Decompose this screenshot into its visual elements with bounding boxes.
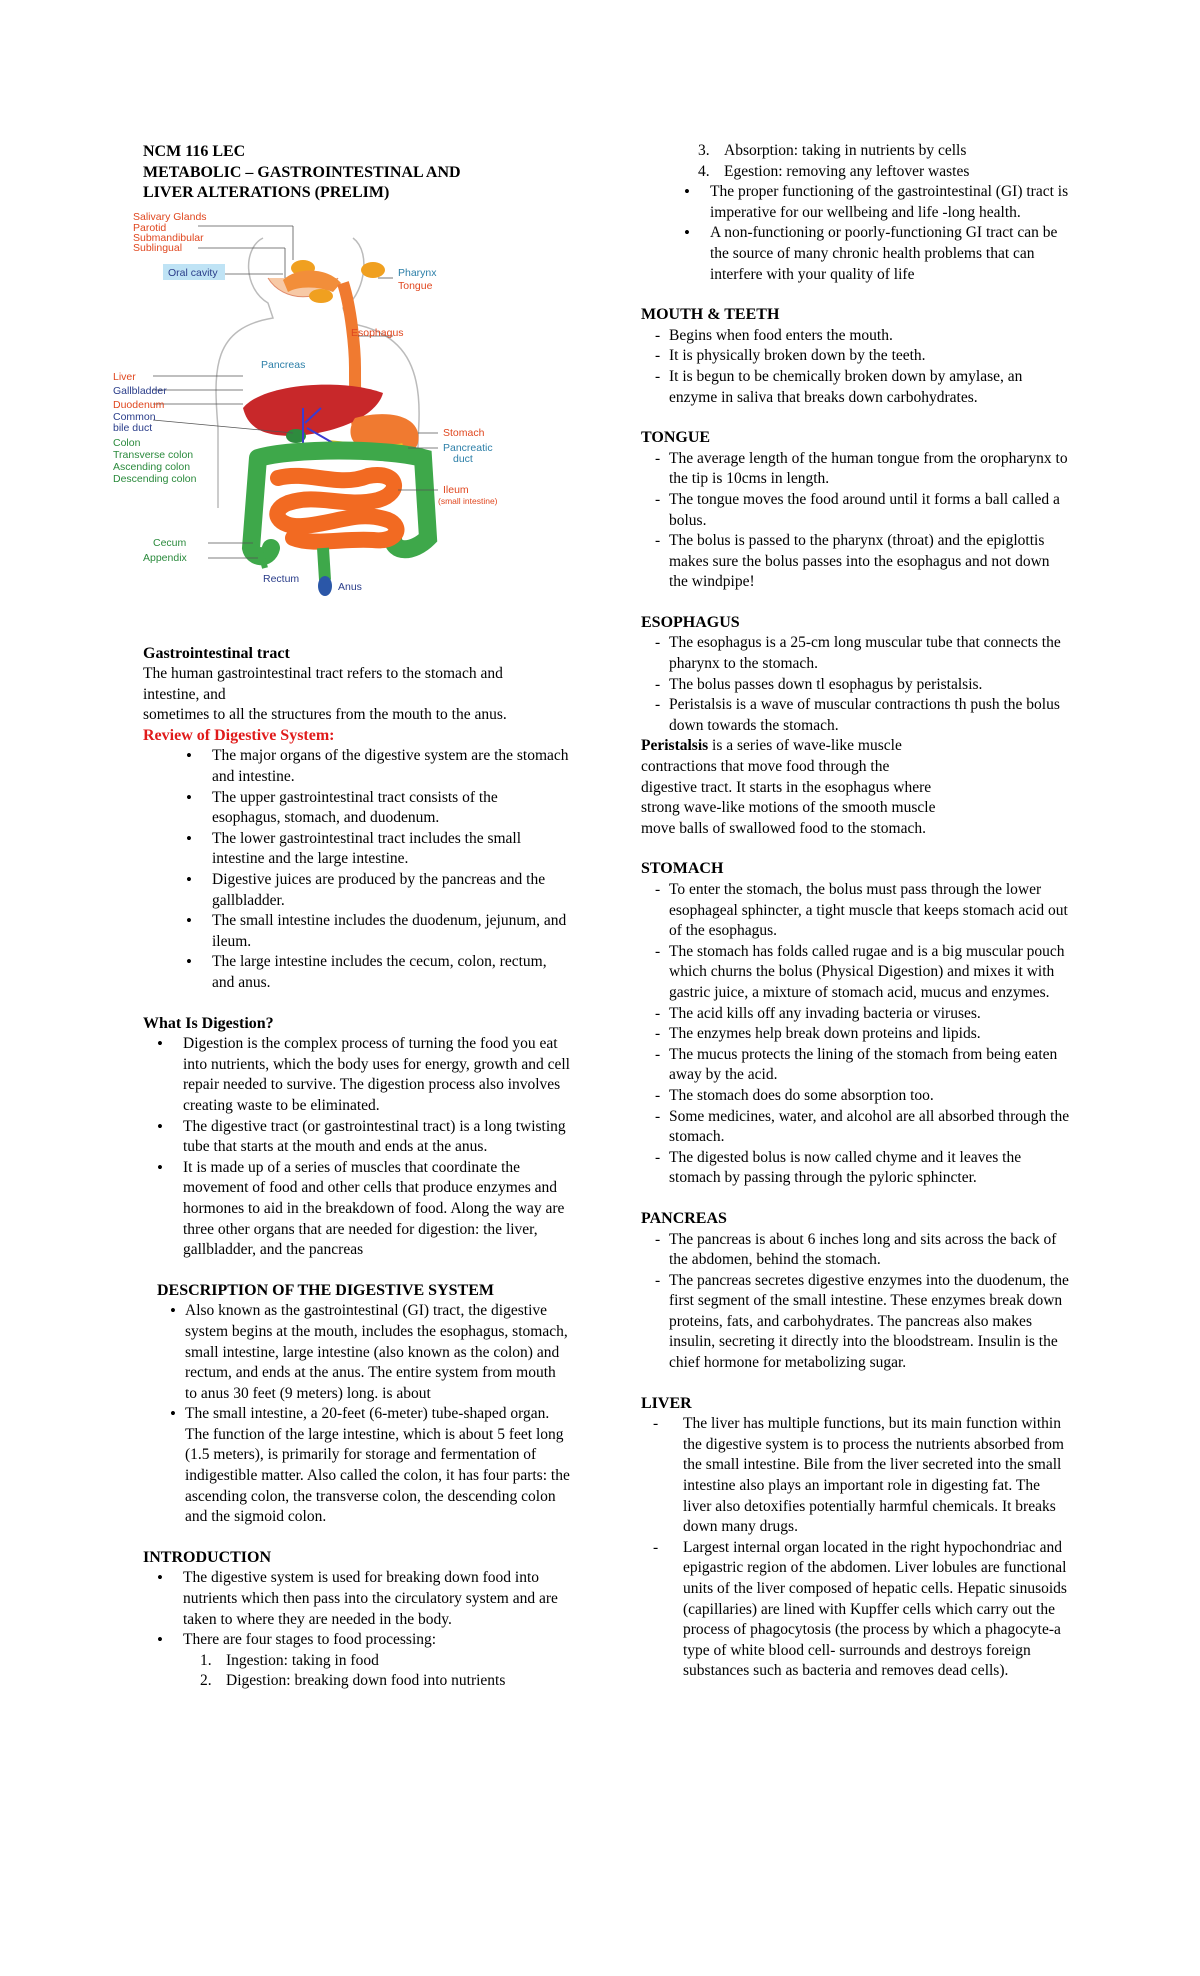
review-heading: Review of Digestive System: xyxy=(143,726,335,744)
list-item: • Also known as the gastrointestinal (GI) tract, the digestive system begins at the mouth, includes the esophagus, stomach, small intestine, large intestine (also known as the colon) and rectum, and ends at the anus. The entire system from mouth to anus 30 feet (9 meters) long. is about xyxy=(185,1301,570,1404)
review-list xyxy=(143,746,570,993)
label-tongue: Tongue xyxy=(398,279,433,292)
label-salivary-glands: Salivary Glands xyxy=(133,210,207,223)
label-submandibular: Submandibular xyxy=(133,231,204,244)
stages-list-part2 xyxy=(641,141,1071,182)
gi-importance-list xyxy=(641,182,1071,285)
label-common-bile-duct-1: Common xyxy=(113,410,156,423)
list-item: - The enzymes help break down proteins and lipids. xyxy=(669,1024,1071,1045)
stages-list-part1 xyxy=(143,1651,570,1692)
list-item: • The upper gastrointestinal tract consists of the esophagus, stomach, and duodenum. xyxy=(212,788,570,829)
list-item: • The major organs of the digestive system are the stomach and intestine. xyxy=(212,746,570,787)
gi-tract-heading: Gastrointestinal tract xyxy=(143,644,290,662)
label-esophagus: Esophagus xyxy=(351,326,404,339)
list-item: • Digestive juices are produced by the pancreas and the gallbladder. xyxy=(212,870,570,911)
list-item: • It is made up of a series of muscles that coordinate the movement of food and other cells that produce enzymes and hormones to aid in the breakdown of food. Along the way are three other organs that are needed for digestion: the liver, gallbladder, and the pancreas xyxy=(183,1158,570,1261)
peristalsis-definition: Peristalsis is a series of wave-like muscle contractions that move food through the digestive tract. It starts in the esophagus where strong wave-like motions of the smooth muscle move balls of swallowed food to the stomach. xyxy=(641,737,936,837)
list-item: - The pancreas secretes digestive enzymes into the duodenum, the first segment of the small intestine. These enzymes break down proteins, fats, and carbohydrates. The pancreas also makes insulin, secreting it directly into the bloodstream. Insulin is the chief hormone for metabolizing sugar. xyxy=(669,1271,1071,1374)
right-column xyxy=(641,141,1071,1682)
label-descending-colon: Descending colon xyxy=(113,472,197,485)
list-item: 3. Absorption: taking in nutrients by cells xyxy=(698,142,967,159)
label-liver: Liver xyxy=(113,370,136,383)
label-pancreatic-duct-2: duct xyxy=(453,452,473,465)
list-item: - The liver has multiple functions, but its main function within the digestive system is to process the nutrients absorbed from the small intestine. Bile from the liver secreted into the small intestine also plays an important role in digesting fat. The liver also detoxifies potentially harmful chemicals. It breaks down many drugs. xyxy=(683,1414,1071,1538)
label-rectum: Rectum xyxy=(263,572,300,585)
list-item: - Largest internal organ located in the right hypochondriac and epigastric region of the abdomen. Liver lobules are functional units of the liver composed of hepatic cells. Hepatic sinusoids (capillaries) are lined with Kupffer cells which carry out the process of phagocytosis (the process by which a phagocyte-a type of white blood cell- surrounds and destroys foreign substances such as bacteria and removes dead cells). xyxy=(683,1538,1071,1682)
digestive-system-diagram xyxy=(113,208,563,618)
list-item: 2. Digestion: breaking down food into nutrients xyxy=(200,1672,506,1690)
list-item: • The large intestine includes the cecum, colon, rectum, and anus. xyxy=(212,952,570,993)
tongue-list xyxy=(641,449,1071,593)
liver-heading: LIVER xyxy=(641,1394,692,1412)
gi-tract-text-2: intestine, and xyxy=(143,685,226,703)
list-item: - The mucus protects the lining of the stomach from being eaten away by the acid. xyxy=(669,1045,1071,1086)
list-item: • A non-functioning or poorly-functioning GI tract can be the source of many chronic health problems that can interfere with your quality of life xyxy=(710,223,1071,285)
list-item: 1. Ingestion: taking in food xyxy=(200,1651,379,1669)
list-item: - The stomach has folds called rugae and is a big muscular pouch which churns the bolus (Physical Digestion) and mixes it with gastric juice, a mixture of stomach acid, mucus and enzymes. xyxy=(669,942,1071,1004)
esophagus-heading: ESOPHAGUS xyxy=(641,613,740,631)
label-ileum: Ileum xyxy=(443,483,469,496)
list-item: - The pancreas is about 6 inches long and sits across the back of the abdomen, behind the stomach. xyxy=(669,1230,1071,1271)
introduction-heading: INTRODUCTION xyxy=(143,1548,272,1566)
esophagus-list xyxy=(641,633,1071,736)
label-ileum-sub: (small intestine) xyxy=(438,495,498,506)
list-item: - To enter the stomach, the bolus must pass through the lower esophageal sphincter, a tight muscle that keeps stomach acid out of the esophagus. xyxy=(669,880,1071,942)
list-item: - The average length of the human tongue from the oropharynx to the tip is 10cms in length. xyxy=(669,449,1071,490)
pancreas-heading: PANCREAS xyxy=(641,1209,727,1227)
list-item: - Peristalsis is a wave of muscular contractions th push the bolus down towards the stomach. xyxy=(669,695,1071,736)
list-item: - It is physically broken down by the teeth. xyxy=(669,346,1071,367)
label-transverse-colon: Transverse colon xyxy=(113,448,194,461)
list-item: - Some medicines, water, and alcohol are all absorbed through the stomach. xyxy=(669,1107,1071,1148)
mouth-list xyxy=(641,326,1071,408)
left-column xyxy=(113,142,570,1692)
list-item: • The proper functioning of the gastrointestinal (GI) tract is imperative for our wellbeing and life -long health. xyxy=(710,182,1071,223)
gi-tract-text-3: sometimes to all the structures from the mouth to the anus. xyxy=(143,706,507,724)
label-stomach: Stomach xyxy=(443,426,485,439)
label-cecum: Cecum xyxy=(153,536,187,549)
label-duodenum: Duodenum xyxy=(113,398,165,411)
description-heading: DESCRIPTION OF THE DIGESTIVE SYSTEM xyxy=(157,1281,494,1299)
digestive-system-illustration xyxy=(93,208,533,618)
label-pancreatic-duct-1: Pancreatic xyxy=(443,441,493,454)
tongue-heading: TONGUE xyxy=(641,429,711,447)
list-item: • The lower gastrointestinal tract includes the small intestine and the large intestine. xyxy=(212,829,570,870)
label-pancreas: Pancreas xyxy=(261,358,306,371)
list-item: - The acid kills off any invading bacteria or viruses. xyxy=(669,1004,1071,1025)
list-item: • Digestion is the complex process of turning the food you eat into nutrients, which the body uses for energy, growth and cell repair needed to survive. The digestion process also involves creating waste to be eliminated. xyxy=(183,1034,570,1116)
stomach-heading: STOMACH xyxy=(641,860,724,878)
mouth-heading: MOUTH & TEETH xyxy=(641,306,780,324)
list-item: • The digestive system is used for breaking down food into nutrients which then pass into the circulatory system and are taken to where they are needed in the body. xyxy=(183,1568,570,1630)
label-anus: Anus xyxy=(338,580,362,593)
list-item: - Begins when food enters the mouth. xyxy=(669,326,1071,347)
list-item: - The digested bolus is now called chyme and it leaves the stomach by passing through the pyloric sphincter. xyxy=(669,1148,1071,1189)
description-list xyxy=(143,1301,570,1528)
list-item: • There are four stages to food processing: xyxy=(183,1630,570,1651)
label-common-bile-duct-2: bile duct xyxy=(113,421,153,434)
label-colon: Colon xyxy=(113,436,141,449)
stomach-list xyxy=(641,880,1071,1189)
label-sublingual: Sublingual xyxy=(133,241,183,254)
label-oral-cavity: Oral cavity xyxy=(168,266,218,279)
course-code: NCM 116 LEC xyxy=(143,143,246,160)
digestion-list xyxy=(143,1034,570,1261)
label-pharynx: Pharynx xyxy=(398,266,437,279)
list-item: - The tongue moves the food around until it forms a ball called a bolus. xyxy=(669,490,1071,531)
introduction-list xyxy=(143,1568,570,1650)
liver-list xyxy=(641,1414,1071,1682)
list-item: 4. Egestion: removing any leftover wastes xyxy=(698,162,970,180)
label-gallbladder: Gallbladder xyxy=(113,384,167,397)
list-item: - The bolus is passed to the pharynx (throat) and the epiglottis makes sure the bolus passes into the esophagus and not down the windpipe! xyxy=(669,531,1071,593)
document-title-line1: METABOLIC – GASTROINTESTINAL AND xyxy=(143,163,461,181)
list-item: - The bolus passes down tl esophagus by peristalsis. xyxy=(669,675,1071,696)
label-parotid: Parotid xyxy=(133,221,167,234)
digestion-heading: What Is Digestion? xyxy=(143,1014,274,1032)
list-item: • The small intestine, a 20-feet (6-meter) tube-shaped organ. The function of the large intestine, which is about 5 feet long (1.5 meters), is primarily for storage and fermentation of indigestible matter. Also called the colon, it has four parts: the ascending colon, the transverse colon, the descending colon and the sigmoid colon. xyxy=(185,1404,570,1528)
gi-tract-text-1: The human gastrointestinal tract refers to the stomach and xyxy=(143,665,503,683)
peristalsis-term: Peristalsis xyxy=(641,737,709,755)
document-title-line2: LIVER ALTERATIONS (PRELIM) xyxy=(143,184,390,201)
list-item: - The stomach does do some absorption too. xyxy=(669,1086,1071,1107)
list-item: • The digestive tract (or gastrointestinal tract) is a long twisting tube that starts at the mouth and ends at the anus. xyxy=(183,1117,570,1158)
label-appendix: Appendix xyxy=(143,551,187,564)
list-item: • The small intestine includes the duodenum, jejunum, and ileum. xyxy=(212,911,570,952)
label-ascending-colon: Ascending colon xyxy=(113,460,191,473)
pancreas-list xyxy=(641,1230,1071,1374)
list-item: - The esophagus is a 25-cm long muscular tube that connects the pharynx to the stomach. xyxy=(669,633,1071,674)
list-item: - It is begun to be chemically broken down by amylase, an enzyme in saliva that breaks down carbohydrates. xyxy=(669,367,1071,408)
